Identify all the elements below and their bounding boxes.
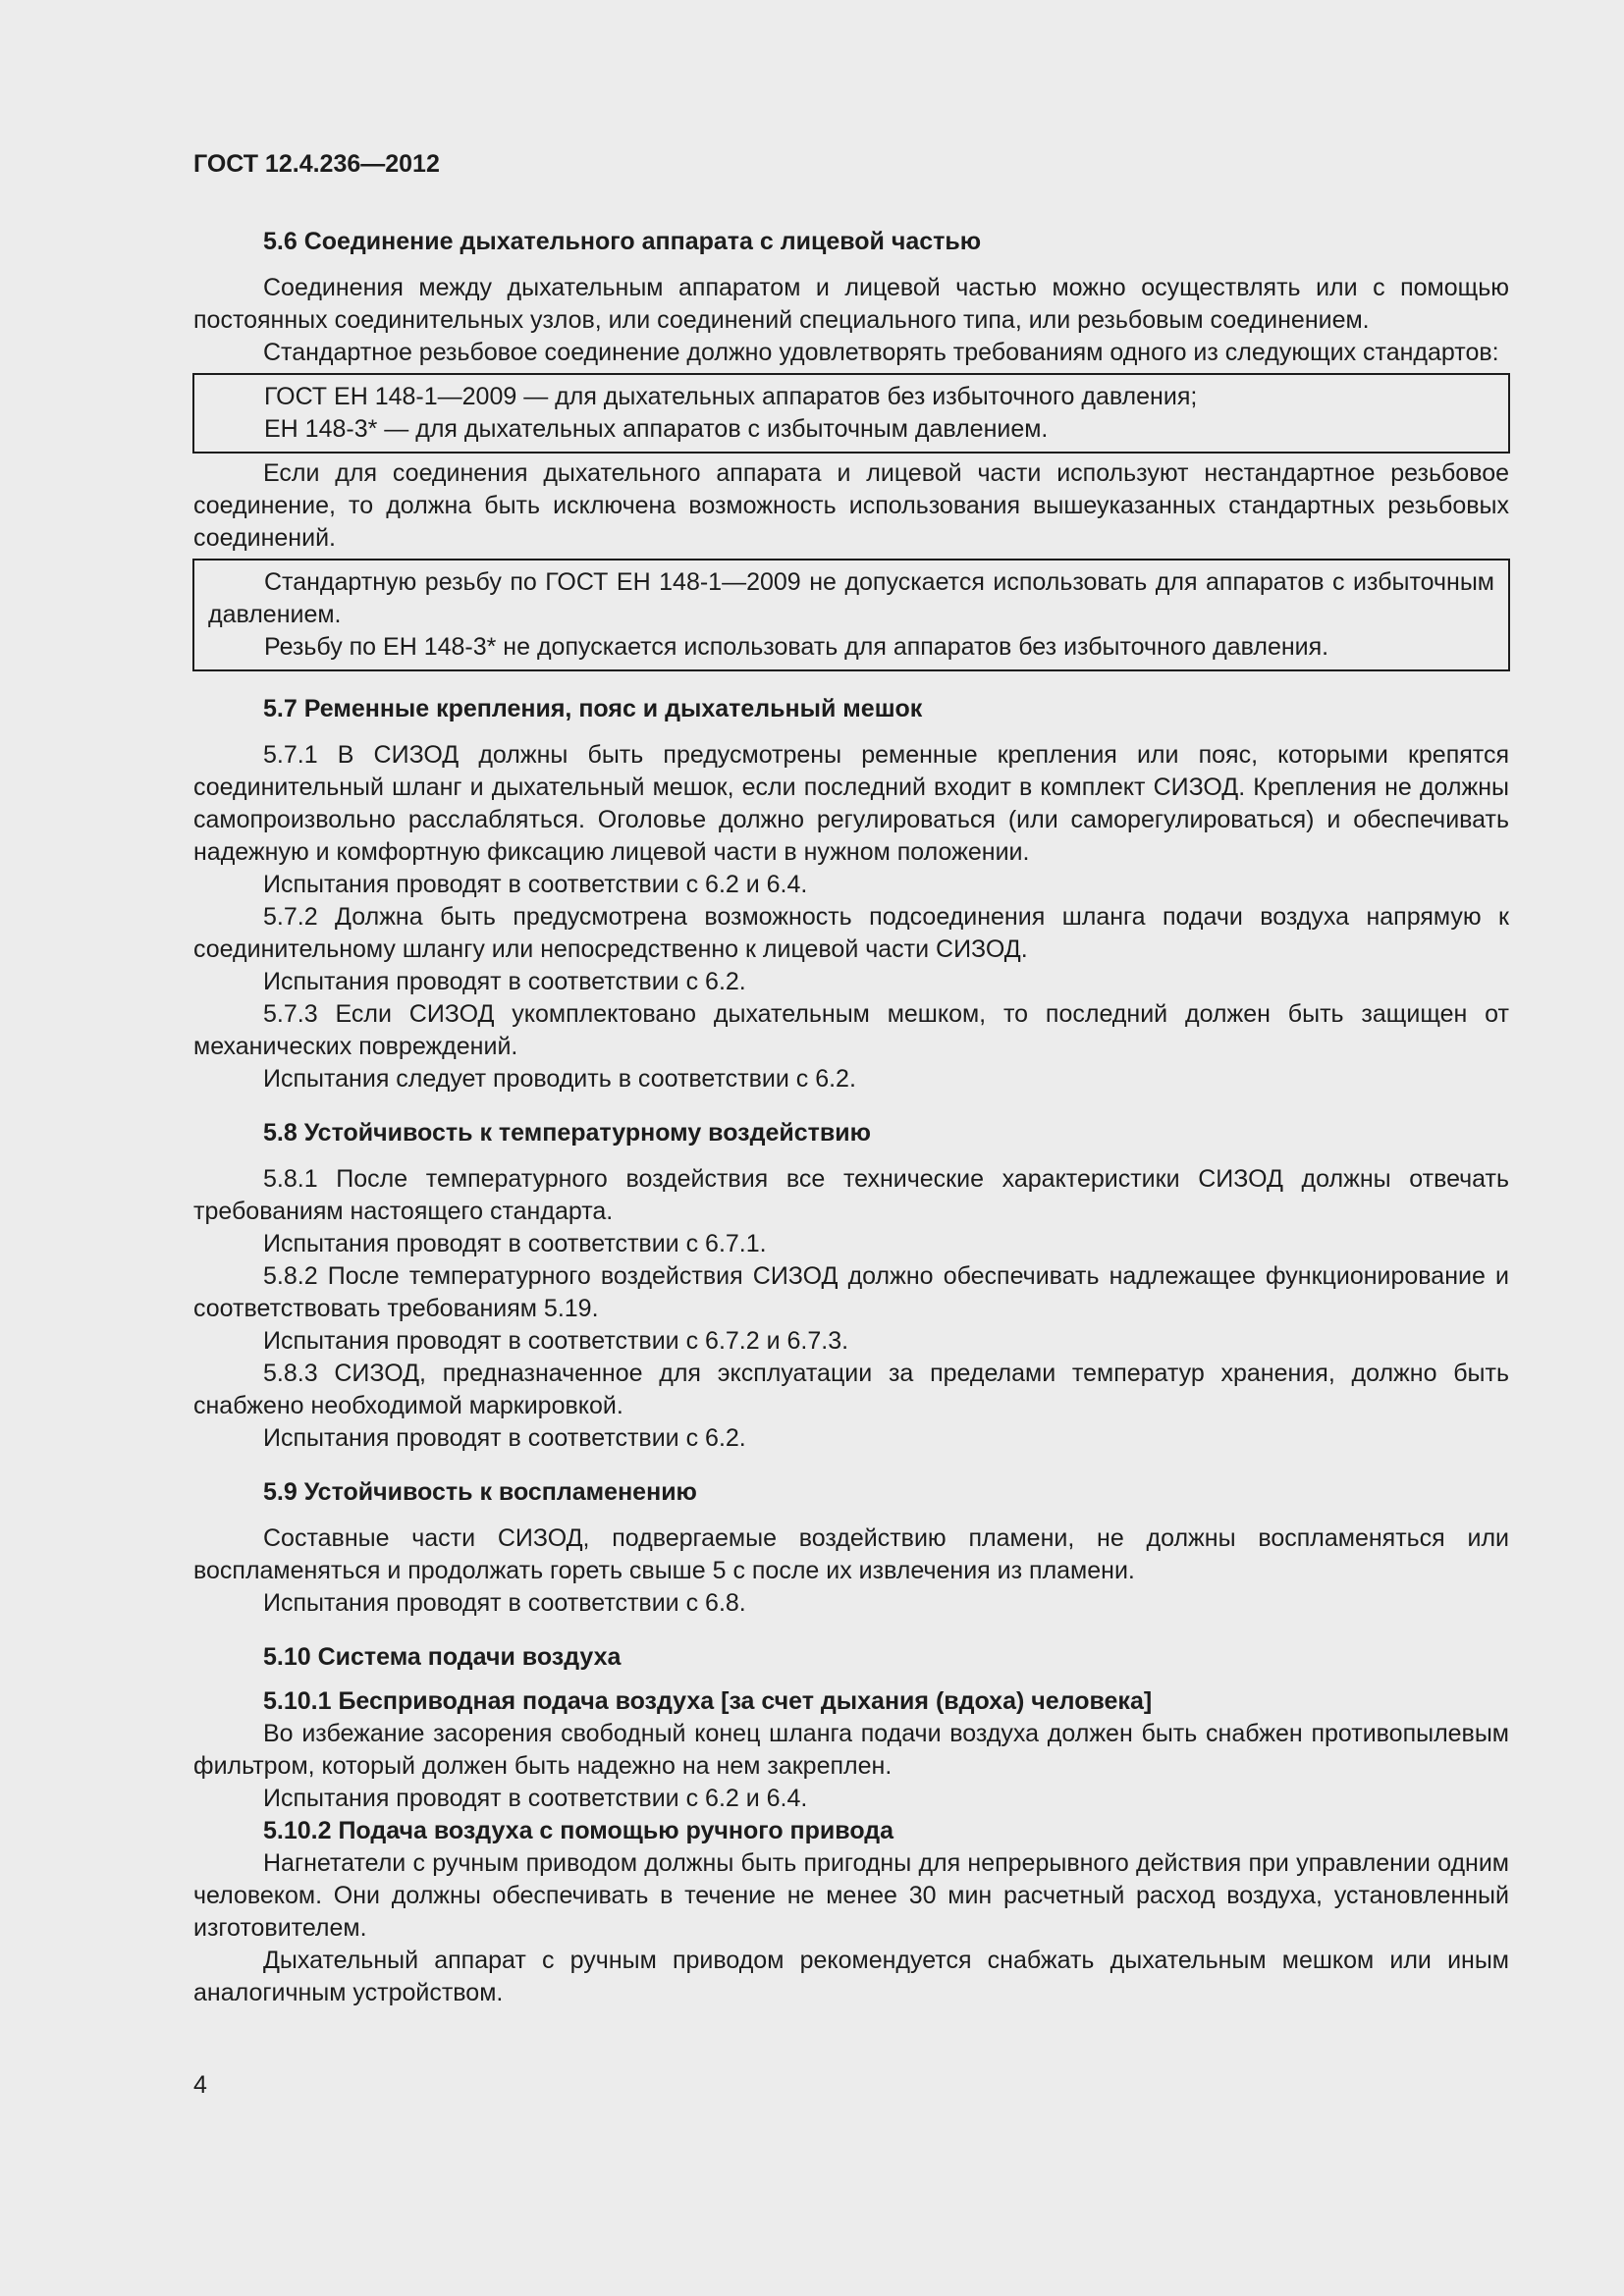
section-5-7-paragraph: Испытания проводят в соответствии с 6.2 и 6.4. <box>263 871 808 898</box>
section-5-10-2-paragraph: Нагнетатели с ручным приводом должны быть пригодны для непрерывного действия при управлении одним человеком. Они должны обеспечивать в течение не менее 30 мин расчетный расход воздуха, установленный изготовителем. <box>193 1849 1509 1942</box>
thread-restriction-line: Стандартную резьбу по ГОСТ ЕН 148-1—2009 не допускается использовать для аппаратов с избыточным давлением. <box>208 568 1494 628</box>
page-number: 4 <box>193 2071 207 2099</box>
section-5-8-paragraph: Испытания проводят в соответствии с 6.7.2 и 6.7.3. <box>263 1327 849 1355</box>
section-5-7-paragraph: 5.7.1 В СИЗОД должны быть предусмотрены ременные крепления или пояс, которыми крепятся соединительный шланг и дыхательный мешок, если последний входит в комплект СИЗОД. Крепления не должны самопроизвольно расслабляться. Оголовье должно регулироваться (или саморегулироваться) и обеспечивать надежную и комфортную фиксацию лицевой части в нужном положении. <box>193 741 1509 866</box>
section-5-10-1-title: 5.10.1 Бесприводная подача воздуха [за счет дыхания (вдоха) человека] <box>263 1687 1153 1715</box>
section-5-8-paragraph: 5.8.2 После температурного воздействия СИЗОД должно обеспечивать надлежащее функционирование и соответствовать требованиям 5.19. <box>193 1262 1509 1322</box>
section-5-6-paragraph: Если для соединения дыхательного аппарата и лицевой части используют нестандартное резьбовое соединение, то должна быть исключена возможность использования вышеуказанных стандартных резьбовых соединений. <box>193 459 1509 552</box>
thread-restriction-box <box>192 559 1510 671</box>
section-5-7-paragraph: 5.7.3 Если СИЗОД укомплектовано дыхательным мешком, то последний должен быть защищен от механических повреждений. <box>193 1000 1509 1060</box>
section-5-7-title: 5.7 Ременные крепления, пояс и дыхательный мешок <box>263 695 923 722</box>
section-5-10-1-paragraph: Испытания проводят в соответствии с 6.2 и 6.4. <box>263 1785 808 1812</box>
section-5-8-paragraph: 5.8.3 СИЗОД, предназначенное для эксплуатации за пределами температур хранения, должно быть снабжено необходимой маркировкой. <box>193 1360 1509 1419</box>
section-5-9-paragraph: Составные части СИЗОД, подвергаемые воздействию пламени, не должны воспламеняться или воспламеняться и продолжать гореть свыше 5 с после их извлечения из пламени. <box>193 1524 1509 1584</box>
document-header: ГОСТ 12.4.236—2012 <box>193 150 440 178</box>
standards-box-line: ЕН 148-3* — для дыхательных аппаратов с избыточным давлением. <box>264 415 1049 443</box>
section-5-8-paragraph: Испытания проводят в соответствии с 6.2. <box>263 1424 746 1452</box>
document-page <box>193 147 1509 2009</box>
section-5-6-paragraph: Стандартное резьбовое соединение должно удовлетворять требованиям одного из следующих стандартов: <box>263 339 1499 366</box>
section-5-8-paragraph: 5.8.1 После температурного воздействия все технические характеристики СИЗОД должны отвечать требованиям настоящего стандарта. <box>193 1165 1509 1225</box>
section-5-9-paragraph: Испытания проводят в соответствии с 6.8. <box>263 1589 746 1617</box>
section-5-10-1-paragraph: Во избежание засорения свободный конец шланга подачи воздуха должен быть снабжен противопылевым фильтром, который должен быть надежно на нем закреплен. <box>193 1720 1509 1780</box>
section-5-7-paragraph: Испытания следует проводить в соответствии с 6.2. <box>263 1065 856 1093</box>
standards-box-line: ГОСТ ЕН 148-1—2009 — для дыхательных аппаратов без избыточного давления; <box>264 383 1198 410</box>
section-5-6-paragraph: Соединения между дыхательным аппаратом и лицевой частью можно осуществлять или с помощью постоянных соединительных узлов, или соединений специального типа, или резьбовым соединением. <box>193 274 1509 334</box>
section-5-8-title: 5.8 Устойчивость к температурному воздействию <box>263 1119 871 1147</box>
section-5-8-paragraph: Испытания проводят в соответствии с 6.7.1. <box>263 1230 767 1257</box>
section-5-9-title: 5.9 Устойчивость к воспламенению <box>263 1478 697 1506</box>
section-5-7-paragraph: 5.7.2 Должна быть предусмотрена возможность подсоединения шланга подачи воздуха напрямую к соединительному шлангу или непосредственно к лицевой части СИЗОД. <box>193 903 1509 963</box>
section-5-10-2-paragraph: Дыхательный аппарат с ручным приводом рекомендуется снабжать дыхательным мешком или иным аналогичным устройством. <box>193 1947 1509 2006</box>
section-5-6-title: 5.6 Соединение дыхательного аппарата с лицевой частью <box>263 228 982 255</box>
section-5-7-paragraph: Испытания проводят в соответствии с 6.2. <box>263 968 746 995</box>
section-5-10-title: 5.10 Система подачи воздуха <box>263 1643 622 1671</box>
section-5-10-2-title: 5.10.2 Подача воздуха с помощью ручного привода <box>263 1817 894 1844</box>
thread-restriction-line: Резьбу по ЕН 148-3* не допускается использовать для аппаратов без избыточного давления. <box>264 633 1329 661</box>
standards-box <box>192 373 1510 454</box>
